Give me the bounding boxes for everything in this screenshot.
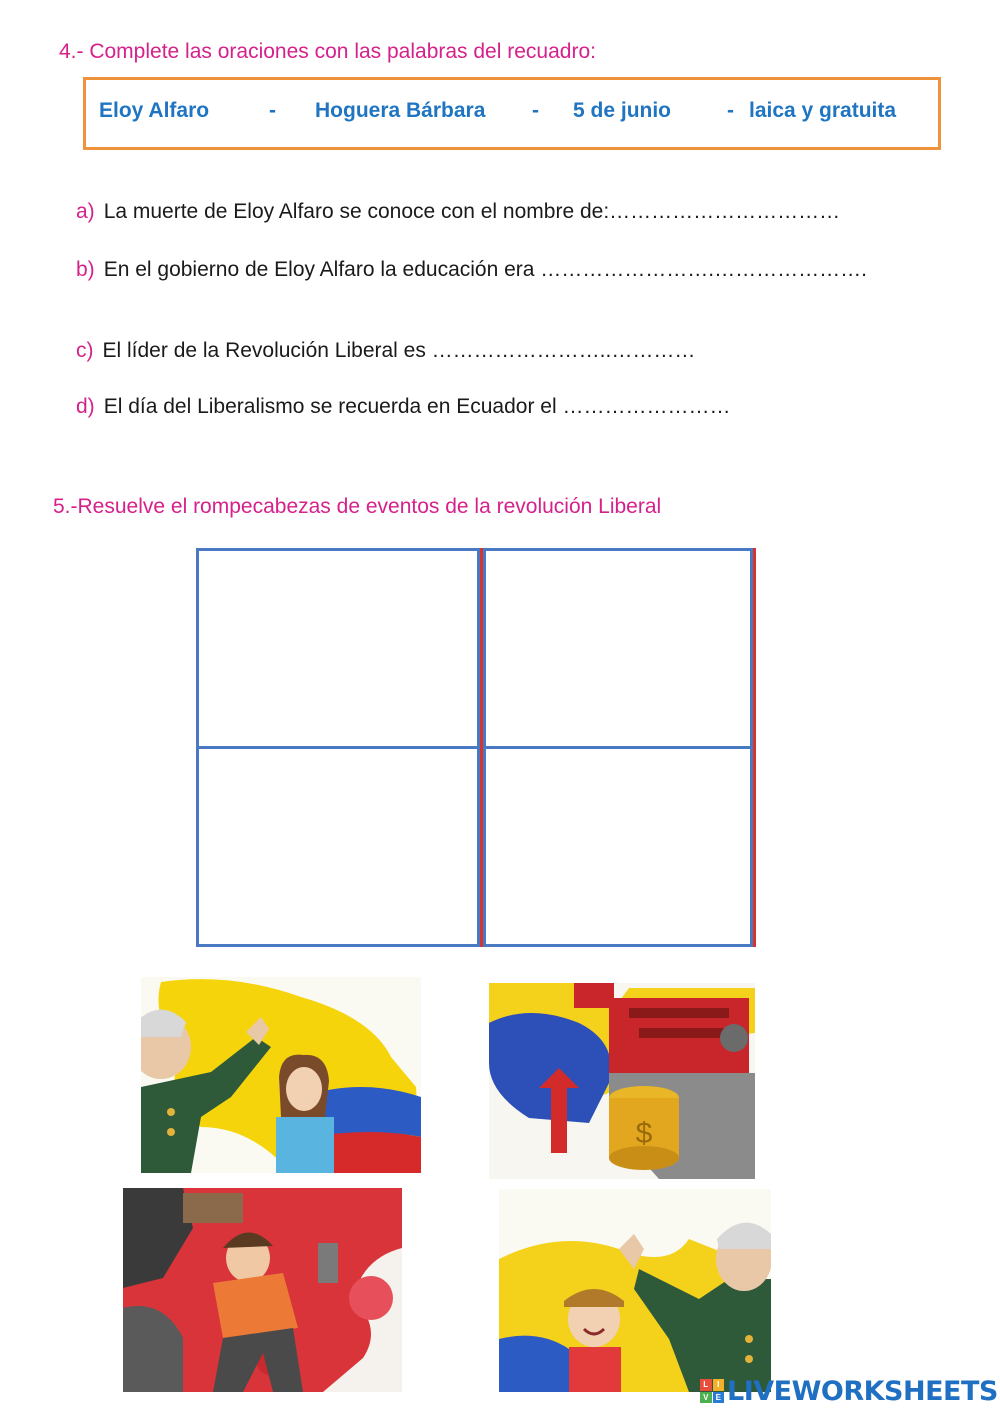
exercise-4-title: 4.- Complete las oraciones con las palabras del recuadro:: [59, 40, 596, 63]
liveworksheets-wordmark: LIVEWORKSHEETS: [727, 1375, 998, 1407]
logo-letter: E: [713, 1392, 725, 1404]
puzzle-piece-4[interactable]: [499, 1189, 771, 1392]
sentence-letter: b): [76, 258, 95, 281]
sentence-letter: c): [76, 339, 94, 362]
puzzle-piece-1[interactable]: [141, 977, 421, 1173]
sentence-letter: d): [76, 395, 95, 418]
liveworksheets-brand: [700, 1374, 998, 1408]
puzzle-piece-2[interactable]: [489, 983, 755, 1179]
sentence-d[interactable]: [76, 395, 730, 419]
word-bank-box: [83, 77, 941, 150]
word-separator-2: -: [532, 99, 539, 122]
sentence-letter: a): [76, 200, 95, 223]
sentence-text: El día del Liberalismo se recuerda en Ecuador el ……………………: [103, 395, 731, 418]
eloy-alfaro-girl-image: [141, 977, 421, 1173]
logo-letter: V: [700, 1392, 712, 1404]
sentence-c[interactable]: [76, 339, 695, 363]
sentence-a[interactable]: [76, 200, 840, 224]
puzzle-grid: [196, 548, 758, 947]
logo-letter: I: [713, 1379, 725, 1391]
puzzle-slot-3[interactable]: [196, 746, 480, 947]
worker-red-splash-image: [123, 1188, 402, 1392]
svg-text:$: $: [635, 1117, 653, 1150]
sentence-text: El líder de la Revolución Liberal es ……………………..…………: [102, 339, 696, 362]
sentence-text: En el gobierno de Eloy Alfaro la educación era …………………….………………….: [103, 258, 867, 281]
word-bank-item-2[interactable]: Hoguera Bárbara: [315, 99, 486, 122]
puzzle-slot-1[interactable]: [196, 548, 480, 749]
child-eloy-alfaro-image: [499, 1189, 771, 1392]
sentence-text: La muerte de Eloy Alfaro se conoce con el nombre de:……………………………: [103, 200, 841, 223]
puzzle-slot-2[interactable]: [483, 548, 753, 749]
word-bank-item-1[interactable]: Eloy Alfaro: [99, 99, 210, 122]
word-separator-3: -: [727, 99, 734, 122]
puzzle-slot-4[interactable]: [483, 746, 753, 947]
word-separator-1: -: [269, 99, 276, 122]
train-coins-image: [489, 983, 755, 1179]
word-bank-item-3[interactable]: 5 de junio: [573, 99, 672, 122]
grid-edge-accent: [753, 548, 756, 947]
sentence-b[interactable]: [76, 258, 867, 282]
liveworksheets-logo-icon: [700, 1379, 724, 1403]
exercise-5-title: 5.-Resuelve el rompecabezas de eventos de la revolución Liberal: [53, 495, 662, 518]
logo-letter: L: [700, 1379, 712, 1391]
puzzle-piece-3[interactable]: [123, 1188, 402, 1392]
word-bank-item-4[interactable]: laica y gratuita: [749, 99, 897, 122]
